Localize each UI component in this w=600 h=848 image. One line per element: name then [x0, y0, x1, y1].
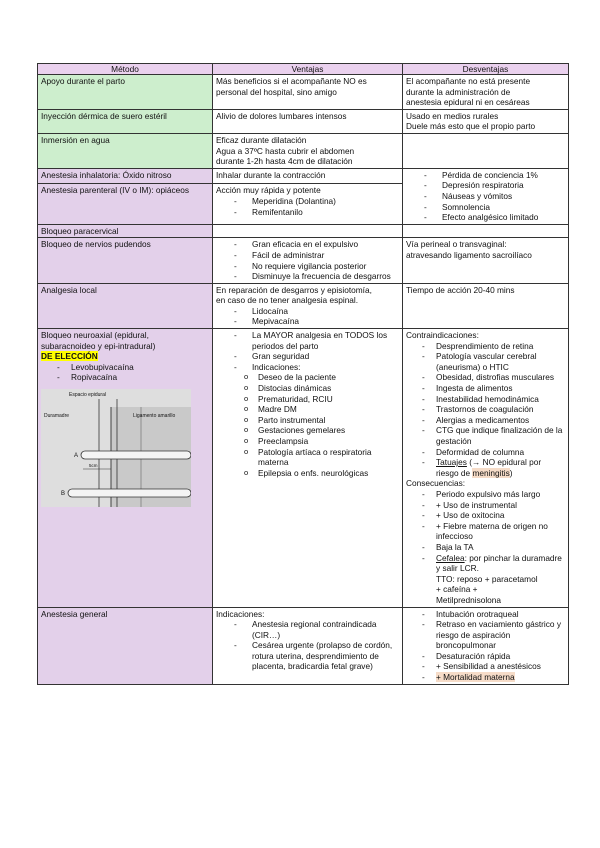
table-row: [38, 75, 569, 110]
ventajas-cell: Alivio de dolores lumbares intensos: [213, 109, 403, 133]
label-5cm: 5cm: [89, 463, 98, 469]
method-cell: Apoyo durante el parto: [38, 75, 213, 110]
desventajas-cell: Contraindicaciones: - Desprendimiento de retina - Patología vascular cerebral (aneurisma) o HTIC - Obesidad, distrofias musculares - Ingesta de alimentos - Inestabilidad hemodinámica - Trastornos de coagulación - Alergias a medicamentos - CTG que indique finalización de la gestación - Deformidad de columna - Tatuajes (→ NO epidural por riesgo de meningitis) Consecuencias: - Periodo expulsivo más largo - + Uso de instrumental - + Uso de oxitocina - + Fiebre materna de origen no infeccioso - Baja la TA - Cefalea: por pinchar la duramadre y salir LCR. TTO: reposo + paracetamol + cafeína + Metilprednisolona: [403, 329, 569, 607]
ventajas-cell: Indicaciones: - Anestesia regional contraindicada (CIR…) - Cesárea urgente (prolapso de cordón, rotura uterina, desprendimiento de placenta, bradicardia fetal grave): [213, 607, 403, 684]
ventajas-cell: - La MAYOR analgesia en TODOS los periodos del parto - Gran seguridad - Indicaciones: o Deseo de la paciente o Distocias dinámicas o Prematuridad, RCIU o Madre DM o Parto instrumental o Gestaciones gemelares o Preeclampsia o Patología artíaca o respiratoria materna o Epilepsia o enfs. neurológicas: [213, 329, 403, 607]
ventajas-cell: Inhalar durante la contracción: [213, 168, 403, 184]
table-row: [38, 168, 569, 184]
method-cell: Anestesia inhalatoria: Óxido nitroso: [38, 168, 213, 184]
method-cell: Bloqueo neuroaxial (epidural, subaracnoideo y epi-intradural) DE ELECCIÓN - Levobupivacaína - Ropivacaína Espacio epidural Duramadre Ligamento amarillo A B 5cm: [38, 329, 213, 607]
desventajas-cell: - Intubación orotraqueal - Retraso en vaciamiento gástrico y riesgo de aspiración broncopulmonar - Desaturación rápida - + Sensibilidad a anestésicos - + Mortalidad materna: [403, 607, 569, 684]
label-duramadre: Duramadre: [44, 413, 70, 420]
method-cell: Inyección dérmica de suero estéril: [38, 109, 213, 133]
desventajas-cell: El acompañante no está presente durante la administración de anestesia epidural ni en cesáreas: [403, 75, 569, 110]
desventajas-cell: [403, 133, 569, 168]
method-cell: Anestesia parenteral (IV o IM): opiáceos: [38, 184, 213, 224]
table-row: [38, 224, 569, 238]
desventajas-cell: Tiempo de acción 20-40 mins: [403, 283, 569, 328]
table-row: [38, 133, 569, 168]
desventajas-cell: Usado en medios rurales Duele más esto que el propio parto: [403, 109, 569, 133]
header-metodo: Método: [38, 64, 213, 75]
table-row: [38, 109, 569, 133]
label-b: B: [61, 491, 66, 498]
method-cell: Analgesia local: [38, 283, 213, 328]
method-cell: Bloqueo de nervios pudendos: [38, 238, 213, 283]
table-row: [38, 329, 569, 607]
ventajas-cell: Acción muy rápida y potente - Meperidina (Dolantina) - Remifentanilo: [213, 184, 403, 224]
ventajas-cell: - Gran eficacia en el expulsivo - Fácil de administrar - No requiere vigilancia posterior - Disminuye la frecuencia de desgarros: [213, 238, 403, 283]
method-cell: Inmersión en agua: [38, 133, 213, 168]
desventajas-cell: [403, 224, 569, 238]
label-a: A: [74, 453, 79, 460]
header-row: [38, 64, 569, 75]
method-cell: Bloqueo paracervical: [38, 224, 213, 238]
desventajas-cell: Vía perineal o transvaginal: atravesando ligamento sacroilíaco: [403, 238, 569, 283]
ventajas-cell: Eficaz durante dilatación Agua a 37ºC hasta cubrir el abdomen durante 1-2h hasta 4cm de dilatación: [213, 133, 403, 168]
ventajas-cell: En reparación de desgarros y episiotomía, en caso de no tener analgesia espinal. - Lidocaína - Mepivacaína: [213, 283, 403, 328]
table-row: [38, 283, 569, 328]
desventajas-cell: - Pérdida de conciencia 1% - Depresión respiratoria - Náuseas y vómitos - Somnolencia - Efecto analgésico limitado: [403, 168, 569, 224]
table-row: [38, 238, 569, 283]
epidural-diagram: [41, 389, 191, 507]
table-row: [38, 607, 569, 684]
header-desventajas: Desventajas: [403, 64, 569, 75]
header-ventajas: Ventajas: [213, 64, 403, 75]
ventajas-cell: [213, 224, 403, 238]
methods-table: [37, 63, 569, 685]
eleccion-highlight: DE ELECCIÓN: [41, 351, 98, 362]
label-ligamento: Ligamento amarillo: [133, 413, 176, 420]
ventajas-cell: Más beneficios si el acompañante NO es personal del hospital, sino amigo: [213, 75, 403, 110]
label-espacio-epidural: Espacio epidural: [69, 392, 106, 399]
method-cell: Anestesia general: [38, 607, 213, 684]
